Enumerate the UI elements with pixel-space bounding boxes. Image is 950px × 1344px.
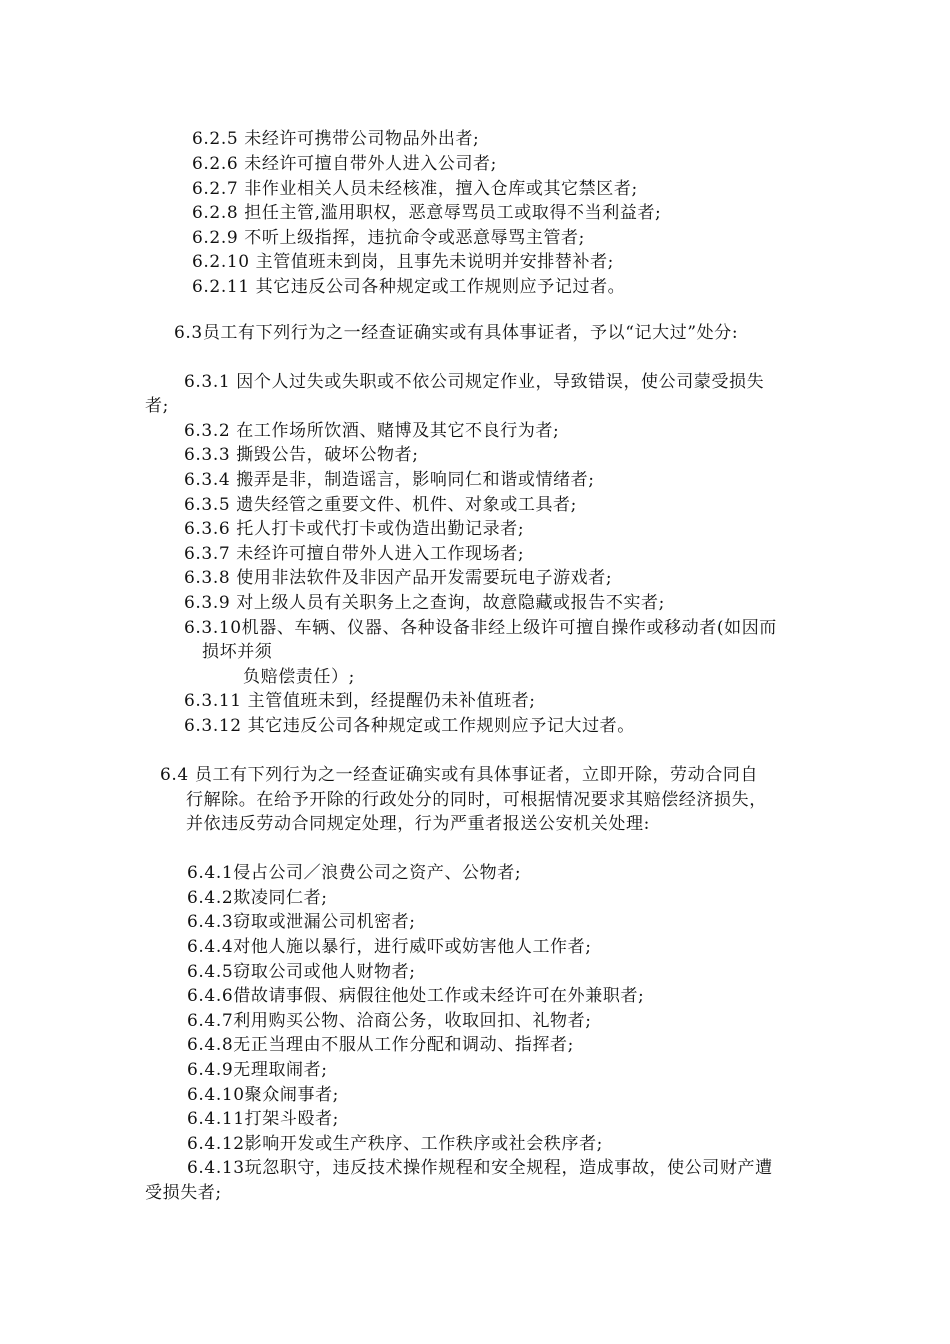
section-6-4-heading-line-2: 行解除。在给予开除的行政处分的同时，可根据情况要求其赔偿经济损失， (186, 790, 767, 810)
item-6-2-8: 6.2.8 担任主管,滥用职权，恶意辱骂员工或取得不当利益者; (192, 203, 662, 223)
item-6-4-5: 6.4.5窃取公司或他人财物者; (187, 962, 416, 982)
item-6-4-12: 6.4.12影响开发或生产秩序、工作秩序或社会秩序者; (187, 1134, 603, 1154)
item-6-4-1: 6.4.1侵占公司／浪费公司之资产、公物者; (187, 863, 522, 883)
item-6-4-3: 6.4.3窃取或泄漏公司机密者; (187, 912, 416, 932)
item-6-3-7: 6.3.7 未经许可擅自带外人进入工作现场者; (184, 544, 525, 564)
item-6-3-2: 6.3.2 在工作场所饮酒、赌博及其它不良行为者; (184, 421, 560, 441)
item-6-3-10-wrap: 损坏并须 (202, 642, 273, 662)
item-6-3-4: 6.3.4 搬弄是非，制造谣言，影响同仁和谐或情绪者; (184, 470, 595, 490)
item-6-2-9: 6.2.9 不听上级指挥，违抗命令或恶意辱骂主管者; (192, 228, 585, 248)
item-6-3-3: 6.3.3 撕毁公告，破坏公物者; (184, 445, 419, 465)
item-6-3-9: 6.3.9 对上级人员有关职务上之查询，故意隐藏或报告不实者; (184, 593, 665, 613)
item-6-4-11: 6.4.11打架斗殴者; (187, 1109, 339, 1129)
item-6-3-12: 6.3.12 其它违反公司各种规定或工作规则应予记大过者。 (184, 716, 635, 736)
item-6-4-8: 6.4.8无正当理由不服从工作分配和调动、指挥者; (187, 1035, 574, 1055)
item-6-2-6: 6.2.6 未经许可擅自带外人进入公司者; (192, 154, 497, 174)
item-6-3-8: 6.3.8 使用非法软件及非因产品开发需要玩电子游戏者; (184, 568, 613, 588)
item-6-3-1: 6.3.1 因个人过失或失职或不依公司规定作业，导致错误，使公司蒙受损失 (184, 372, 765, 392)
item-6-4-4: 6.4.4对他人施以暴行，进行威吓或妨害他人工作者; (187, 937, 592, 957)
item-6-2-5: 6.2.5 未经许可携带公司物品外出者; (192, 129, 480, 149)
item-6-4-13: 6.4.13玩忽职守，违反技术操作规程和安全规程，造成事故，使公司财产遭 (187, 1158, 773, 1178)
item-6-4-6: 6.4.6借故请事假、病假往他处工作或未经许可在外兼职者; (187, 986, 645, 1006)
item-6-4-7: 6.4.7利用购买公物、洽商公务，收取回扣、礼物者; (187, 1011, 592, 1031)
item-6-4-13-wrap: 受损失者; (145, 1183, 222, 1203)
item-6-2-10: 6.2.10 主管值班未到岗，且事先未说明并安排替补者; (192, 252, 615, 272)
item-6-4-2: 6.4.2欺凌同仁者; (187, 888, 328, 908)
item-6-3-10: 6.3.10机器、车辆、仪器、各种设备非经上级许可擅自操作或移动者(如因而 (184, 618, 777, 638)
item-6-3-1-wrap: 者; (145, 396, 169, 416)
item-6-4-9: 6.4.9无理取闹者; (187, 1060, 328, 1080)
section-6-4-heading-line-3: 并依违反劳动合同规定处理，行为严重者报送公安机关处理: (186, 814, 650, 834)
item-6-3-10-wrap-2: 负赔偿责任）; (243, 667, 355, 687)
item-6-2-7: 6.2.7 非作业相关人员未经核准，擅入仓库或其它禁区者; (192, 179, 638, 199)
item-6-3-5: 6.3.5 遗失经管之重要文件、机件、对象或工具者; (184, 495, 577, 515)
item-6-3-6: 6.3.6 托人打卡或代打卡或伪造出勤记录者; (184, 519, 525, 539)
section-6-4-heading: 6.4 员工有下列行为之一经查证确实或有具体事证者，立即开除，劳动合同自 (160, 765, 759, 785)
item-6-2-11: 6.2.11 其它违反公司各种规定或工作规则应予记过者。 (192, 277, 626, 297)
item-6-3-11: 6.3.11 主管值班未到，经提醒仍未补值班者; (184, 691, 536, 711)
item-6-4-10: 6.4.10聚众闹事者; (187, 1085, 339, 1105)
section-6-3-heading: 6.3员工有下列行为之一经查证确实或有具体事证者，予以“记大过”处分: (174, 323, 739, 343)
